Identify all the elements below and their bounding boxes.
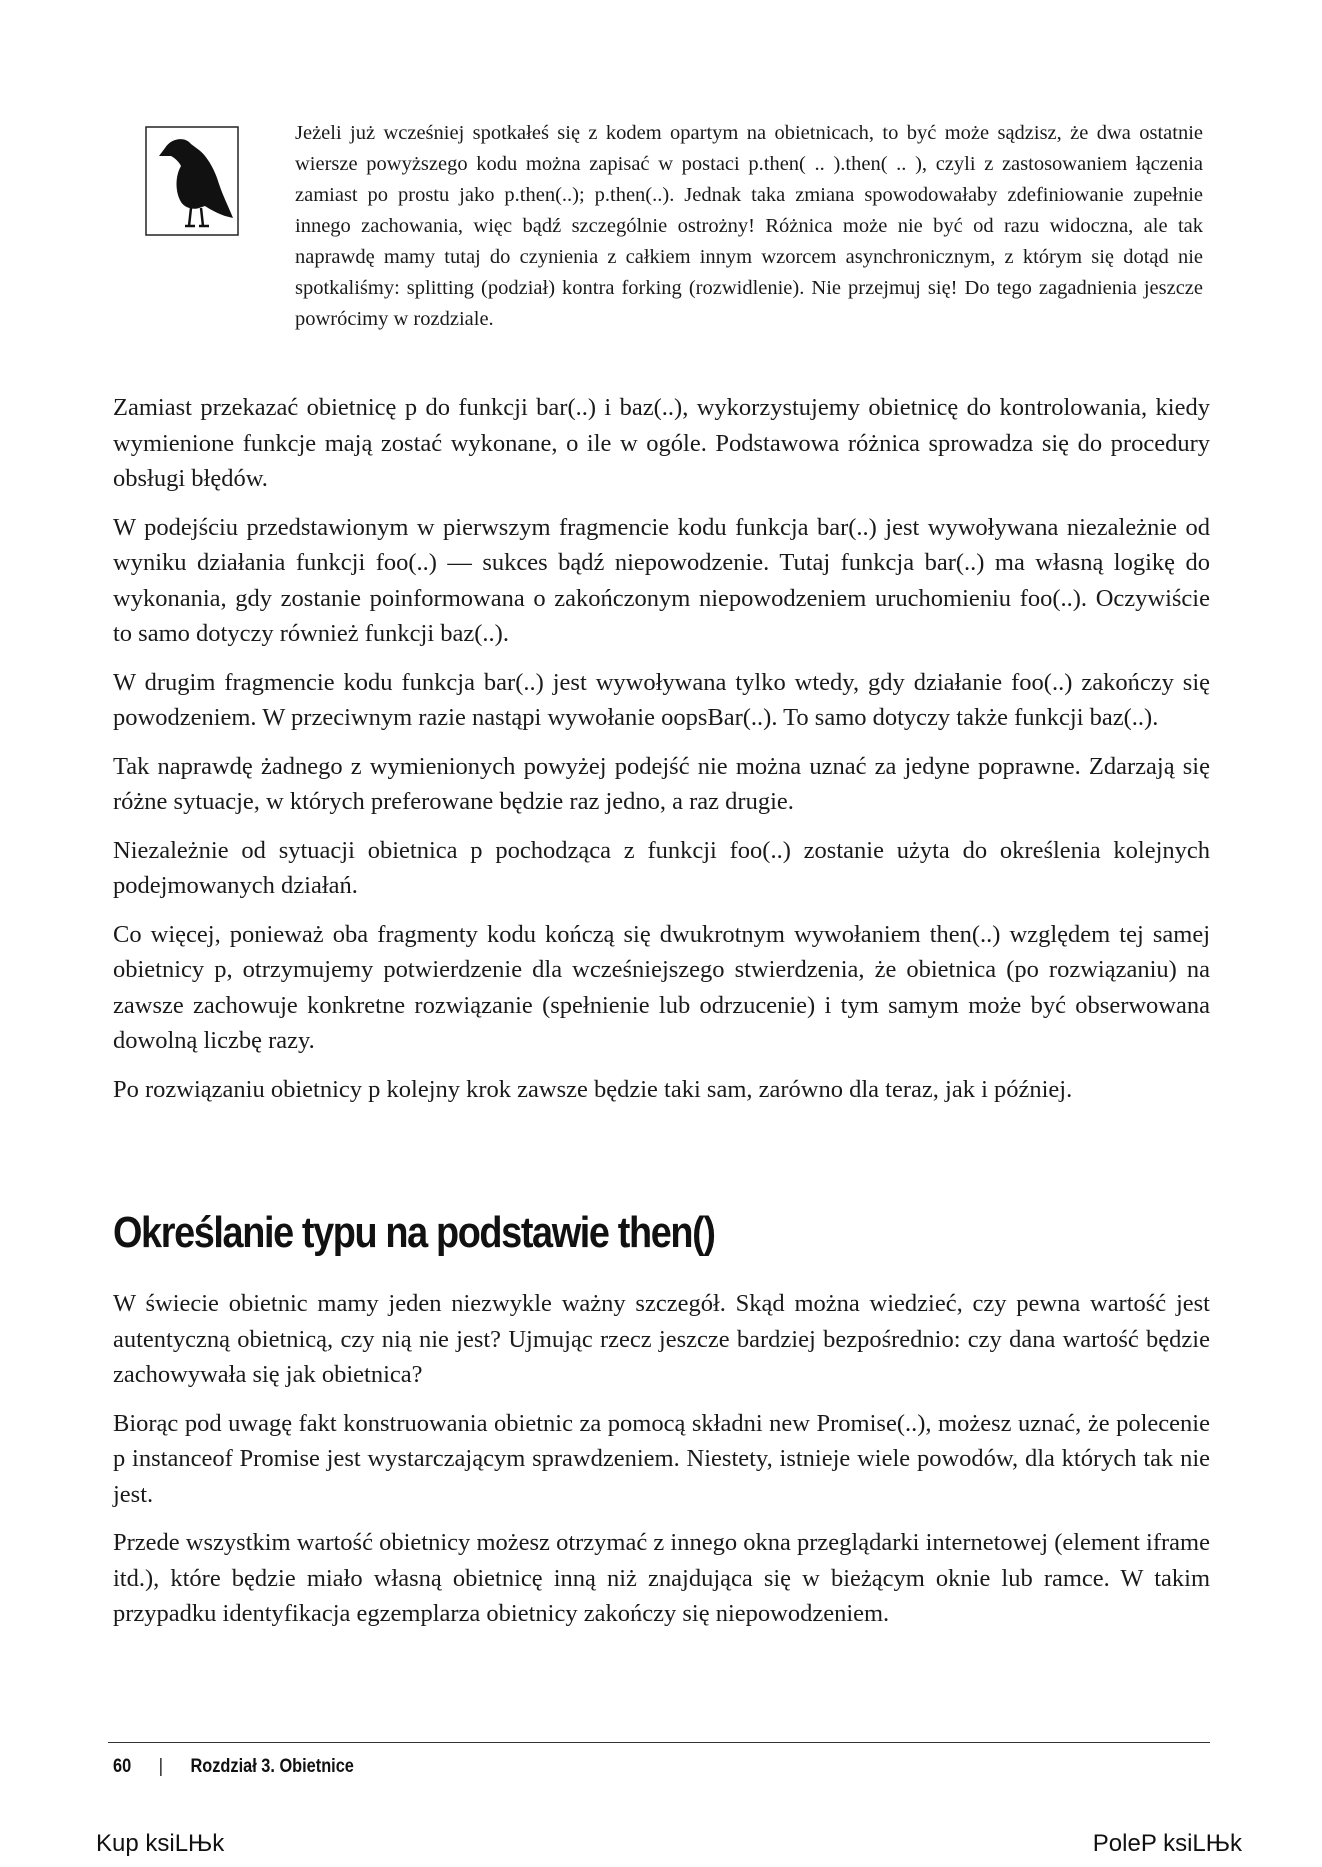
paragraph: W drugim fragmencie kodu funkcja bar(..) jest wywoływana tylko wtedy, gdy działanie foo(..) zakończy się powodzeniem. W przeciwnym razie nastąpi wywołanie oopsBar(..). To samo dotyczy także funkcji baz(..). [113, 668, 1210, 731]
paragraph: W świecie obietnic mamy jeden niezwykle ważny szczegół. Skąd można wiedzieć, czy pewna wartość jest autentyczną obietnicą, czy nią nie jest? Ujmując rzecz jeszcze bardziej bezpośrednio: czy dana wartość będzie zachowywała się jak obietnica? [113, 1290, 1210, 1388]
main-text [113, 390, 1210, 1120]
note-box [145, 118, 1205, 368]
footer-divider [108, 1742, 1210, 1743]
buy-book-link[interactable]: Kup ksiLЊk [96, 1830, 225, 1857]
paragraph: Tak naprawdę żadnego z wymienionych powyżej podejść nie można uznać za jedyne poprawne. Zdarzają się różne sytuacje, w których preferowane będzie raz jedno, a raz drugie. [113, 752, 1210, 815]
chapter-title: Rozdział 3. Obietnice [190, 1756, 354, 1777]
paragraph: Biorąc pod uwagę fakt konstruowania obietnic za pomocą składni new Promise(..), możesz uznać, że polecenie p instanceof Promise jest wystarczającym sprawdzeniem. Niestety, istnieje wiele powodów, dla których tak nie jest. [113, 1409, 1210, 1508]
paragraph: Przede wszystkim wartość obietnicy możesz otrzymać z innego okna przeglądarki internetowej (element iframe itd.), które będzie miało własną obietnicę inną niż znajdująca się w bieżącym oknie lub ramce. W takim przypadku identyfikacja egzemplarza obietnicy zakończy się niepowodzeniem. [113, 1529, 1210, 1627]
section-text [113, 1286, 1210, 1645]
paragraph: Po rozwiązaniu obietnicy p kolejny krok zawsze będzie taki sam, zarówno dla teraz, jak i później. [113, 1075, 1073, 1103]
page-number: 60 [113, 1756, 132, 1777]
paragraph: Niezależnie od sytuacji obietnica p pochodząca z funkcji foo(..) zostanie użyta do określenia kolejnych podejmowanych działań. [113, 836, 1210, 899]
paragraph: Co więcej, ponieważ oba fragmenty kodu kończą się dwukrotnym wywołaniem then(..) względem tej samej obietnicy p, otrzymujemy potwierdzenie dla wcześniejszego stwierdzenia, że obietnica (po rozwiązaniu) na zawsze zachowuje konkretne rozwiązanie (spełnienie lub odrzucenie) i tym samym może być obserwowana dowolną liczbę razy. [113, 920, 1210, 1054]
crow-icon [145, 126, 239, 236]
paragraph: Zamiast przekazać obietnicę p do funkcji bar(..) i baz(..), wykorzystujemy obietnicę do kontrolowania, kiedy wymienione funkcje mają zostać wykonane, o ile w ogóle. Podstawowa różnica sprowadza się do procedury obsługi błędów. [113, 394, 1210, 492]
footer-separator: | [158, 1756, 163, 1777]
page-footer [113, 1756, 354, 1778]
note-text-content: Jeżeli już wcześniej spotkałeś się z kodem opartym na obietnicach, to być może sądzisz, że dwa ostatnie wiersze powyższego kodu można zapisać w postaci p.then( .. ).then( .. ), czyli z zastosowaniem łączenia zamiast po prostu jako p.then(..); p.then(..). Jednak taka zmiana spowodowałaby zdefiniowanie zupełnie innego zachowania, więc bądź szczególnie ostrożny! Różnica może nie być od razu widoczna, ale tak naprawdę mamy tutaj do czynienia z całkiem innym wzorcem asynchronicznym, z którym się dotąd nie spotkaliśmy: splitting (podział) kontra forking (rozwidlenie). Nie przejmuj się! Do tego zagadnienia jeszcze powrócimy w rozdziale. [295, 122, 1203, 330]
section-heading: Określanie typu na podstawie then() [113, 1208, 715, 1257]
paragraph: W podejściu przedstawionym w pierwszym fragmencie kodu funkcja bar(..) jest wywoływana niezależnie od wyniku działania funkcji foo(..) — sukces bądź niepowodzenie. Tutaj funkcja bar(..) ma własną logikę do wykonania, gdy zostanie poinformowana o zakończonym niepowodzeniem uruchomieniu foo(..). Oczywiście to samo dotyczy również funkcji baz(..). [113, 513, 1210, 647]
note-text [295, 118, 1203, 335]
recommend-book-link[interactable]: PoleP ksiLЊk [1092, 1830, 1242, 1857]
